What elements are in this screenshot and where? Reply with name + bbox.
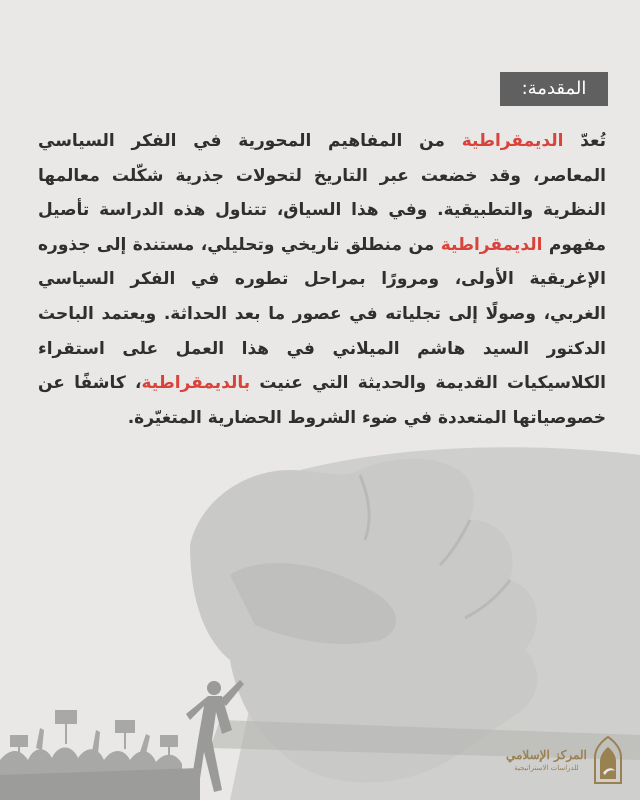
highlighted-term: الديمقراطية (440, 234, 543, 255)
center-logo (506, 730, 634, 790)
paragraph-text: من المفاهيم المحورية في الفكر السياسي المعاصر، وقد خضعت عبر التاريخ لتحولات جذرية شكّلت معالمها النظرية والتطبيقية. وفي هذا السياق، تتناول هذه الدراسة تأصيل مفهوم (38, 131, 606, 255)
dome-emblem-icon (591, 733, 625, 787)
crowd-silhouette (0, 710, 200, 800)
paragraph-text: تُعدّ (563, 131, 607, 151)
intro-paragraph (38, 124, 606, 435)
logo-title: المركز الإسلامي (506, 748, 587, 762)
paragraph-text: ، كاشفًا عن خصوصياتها المتعددة في ضوء الشروط الحضارية المتغيّرة. (38, 373, 606, 428)
paragraph-text: من منطلق تاريخي وتحليلي، مستندة إلى جذوره الإغريقية الأولى، ومرورًا بمراحل تطوره في الفكر السياسي الغربي، وصولًا إلى تجلياته في عصور ما بعد الحداثة. ويعتمد الباحث الدكتور السيد هاشم الميلاني في هذا العمل على استقراء الكلاسيكيات القديمة والحديثة التي عنيت (38, 234, 606, 394)
logo-subtitle: للدراسات الاستراتيجية (514, 764, 579, 772)
highlighted-term: الديمقراطية (461, 131, 564, 151)
section-heading: المقدمة: (500, 72, 608, 106)
logo-wordmark (506, 747, 587, 773)
highlighted-term: بالديمقراطية (141, 373, 251, 394)
